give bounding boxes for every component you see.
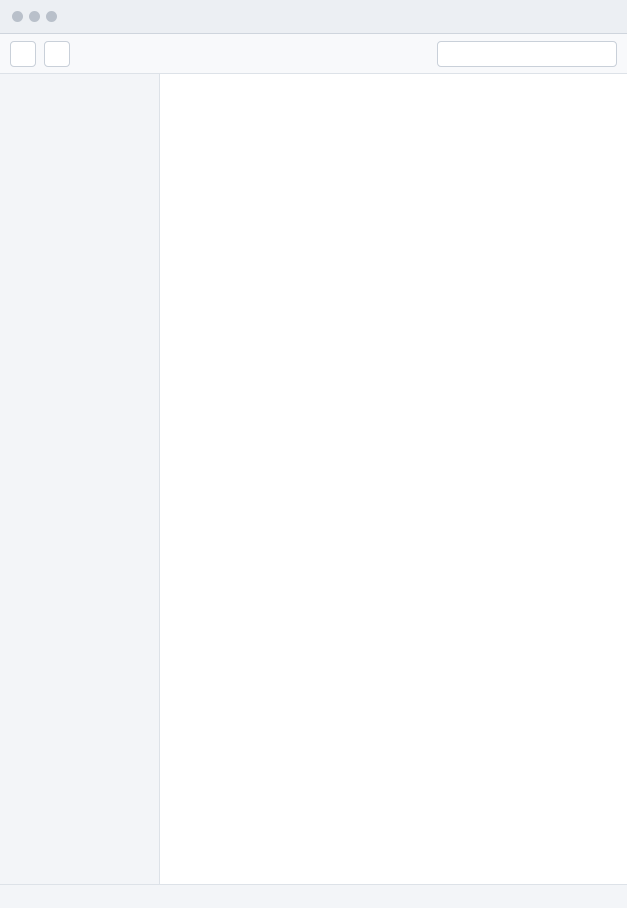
back-button[interactable] bbox=[10, 41, 36, 67]
window-title-bar bbox=[0, 0, 627, 34]
toolbar bbox=[0, 34, 627, 74]
sidebar-item[interactable] bbox=[8, 84, 151, 114]
maximize-window-button[interactable] bbox=[46, 11, 57, 22]
sidebar bbox=[0, 74, 160, 884]
sidebar-item[interactable] bbox=[8, 114, 151, 144]
window-controls bbox=[12, 11, 57, 22]
minimize-window-button[interactable] bbox=[29, 11, 40, 22]
status-bar bbox=[0, 884, 627, 908]
close-window-button[interactable] bbox=[12, 11, 23, 22]
search-input[interactable] bbox=[437, 41, 617, 67]
main-panel bbox=[160, 74, 627, 884]
forward-button[interactable] bbox=[44, 41, 70, 67]
sidebar-item[interactable] bbox=[8, 144, 151, 174]
content-area bbox=[0, 74, 627, 884]
